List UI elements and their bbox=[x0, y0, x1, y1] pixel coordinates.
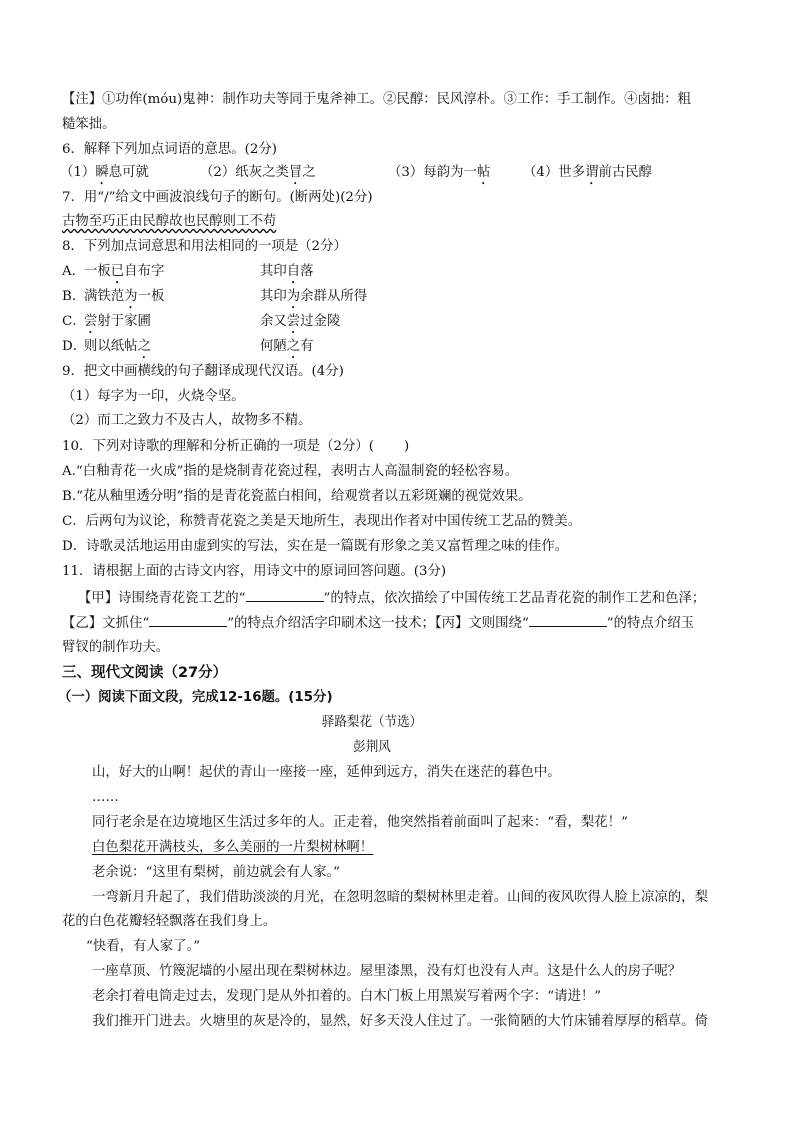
q11-blank-1[interactable] bbox=[246, 588, 324, 602]
note-line-2: 糙笨拙。 bbox=[62, 117, 116, 132]
article-p3 bbox=[92, 838, 734, 858]
article-p5-line-2: 花的白色花瓣轻轻飘落在我们身上。 bbox=[62, 914, 277, 929]
article-p5-line-1: 一弯新月升起了，我们借助淡淡的月光，在忽明忽暗的梨树林里走着。山间的夜风吹得人脸上凉凉的，梨 bbox=[92, 890, 708, 905]
q11-line-1: 【甲】诗围绕青花瓷工艺的“ ”的特点，依次描绘了中国传统工艺品青花瓷的制作工艺和色泽； bbox=[78, 588, 734, 609]
q11-line-2: 【乙】文抓住“ ”的特点介绍活字印刷术这一技术；【丙】文则围绕“ ”的特点介绍玉 bbox=[62, 613, 734, 634]
q6-item-4: （4）世多谓前古民醇 bbox=[523, 165, 653, 180]
q11-blank-2[interactable] bbox=[149, 613, 227, 627]
article-p4: 老余说：“这里有梨树，前边就会有人家。” bbox=[92, 865, 341, 880]
article-p8: 老余打着电筒走过去，发现门是从外扣着的。白木门板上用黑炭写着两个字：“请进！” bbox=[92, 989, 602, 1004]
article-author: 彭荆风 bbox=[353, 740, 391, 755]
q6-item-1: （1）瞬息可就 bbox=[60, 165, 149, 180]
q7-sentence bbox=[62, 212, 734, 232]
q11-line-3: 臂钗的制作功夫。 bbox=[62, 640, 170, 655]
article-p2: 同行老余是在边境地区生活过多年的人。正走着，他突然指着前面叫了起来：“看，梨花！” bbox=[92, 815, 628, 830]
q6-item-3: （3）每韵为一帖 bbox=[388, 165, 491, 180]
q9-sentence-1: （1）每字为一印，火烧令坚。 bbox=[62, 389, 245, 404]
q11-blank-3[interactable] bbox=[529, 613, 607, 627]
q10-option-c: C．后两句为议论，称赞青花瓷之美是天地所生，表现出作者对中国传统工艺品的赞美。 bbox=[62, 514, 582, 529]
article-p9: 我们推开门进去。火塘里的灰是冷的，显然，好多天没人住过了。一张简陋的大竹床铺着厚厚的稻草。倚 bbox=[92, 1014, 708, 1029]
article-p6: “快看，有人家了。” bbox=[86, 939, 201, 954]
q10-option-b: B.“花从釉里透分明”指的是青花瓷蓝白相间，给观赏者以五彩斑斓的视觉效果。 bbox=[62, 489, 532, 504]
q6-stem: 6．解释下列加点词语的意思。(2分) bbox=[62, 142, 277, 157]
q9-stem: 9．把文中画横线的句子翻译成现代汉语。(4分) bbox=[62, 364, 344, 379]
article-p7: 一座草顶、竹篾泥墙的小屋出现在梨树林边。屋里漆黑，没有灯也没有人声。这是什么人的房子呢？ bbox=[92, 964, 682, 979]
q10-option-a: A.“白釉青花一火成”指的是烧制青花瓷过程，表明古人高温制瓷的轻松容易。 bbox=[62, 464, 519, 479]
section-3-part-1: （一）阅读下面文段，完成12-16题。(15分) bbox=[58, 690, 333, 705]
q11-stem: 11．请根据上面的古诗文内容，用诗文中的原词回答问题。(3分) bbox=[62, 564, 447, 579]
q7-wavy-sentence: 古物至巧正由民醇故也民醇则工不苟 bbox=[62, 214, 277, 229]
note-line-1: 【注】①功侔(móu)鬼神：制作功夫等同于鬼斧神工。②民醇：民风淳朴。③工作：手工制作。④卤拙：粗 bbox=[62, 92, 692, 107]
q7-stem: 7．用“/”给文中画波浪线句子的断句。(断两处)(2分) bbox=[62, 190, 373, 205]
article-title: 驿路梨花（节选） bbox=[321, 715, 423, 730]
q10-option-d: D．诗歌灵活地运用由虚到实的写法，实在是一篇既有形象之美又富哲理之味的佳作。 bbox=[62, 539, 569, 554]
q9-sentence-2: （2）而工之致力不及古人，故物多不精。 bbox=[62, 413, 312, 428]
article-p1: 山，好大的山啊！起伏的青山一座接一座，延伸到远方，消失在迷茫的暮色中。 bbox=[92, 765, 561, 780]
article-ellipsis: …… bbox=[92, 790, 119, 805]
q6-item-2: （2）纸灰之类冒之 bbox=[200, 165, 316, 180]
section-3-title: 三、现代文阅读（27分） bbox=[62, 665, 228, 681]
article-p3-underlined: 白色梨花开满枝头，多么美丽的一片梨树林啊！ bbox=[92, 840, 374, 855]
q10-stem: 10．下列对诗歌的理解和分析正确的一项是（2分）( ) bbox=[62, 439, 410, 454]
q8-stem: 8．下列加点词意思和用法相同的一项是（2分） bbox=[62, 239, 347, 254]
